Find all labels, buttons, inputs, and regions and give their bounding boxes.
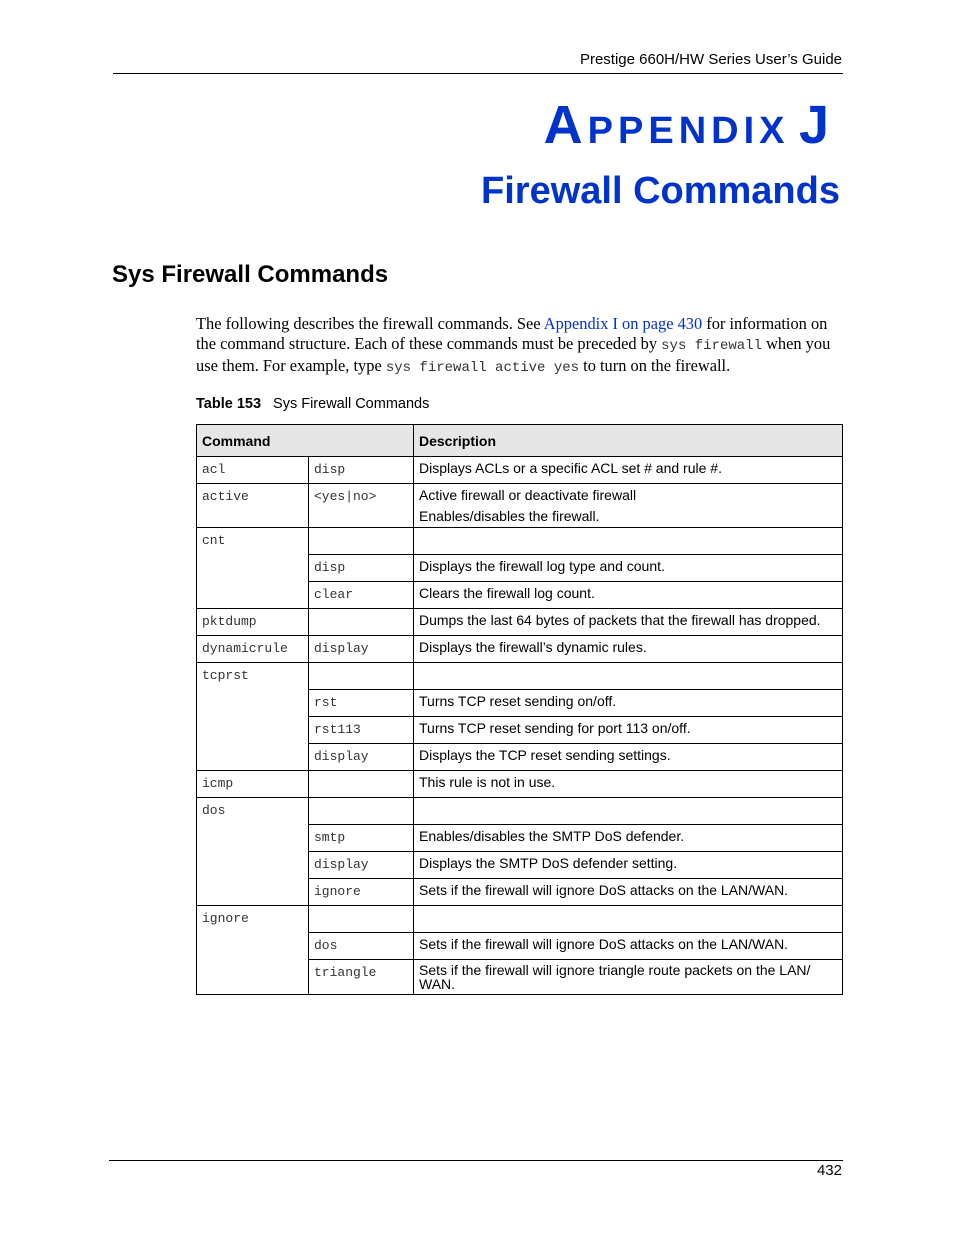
intro-text: The following describes the firewall commands. See bbox=[196, 314, 544, 333]
intro-text: when you use them. For example, type bbox=[196, 334, 831, 375]
subcommand-cell: ignore bbox=[309, 879, 414, 906]
description-cell: Enables/disables the SMTP DoS defender. bbox=[414, 825, 843, 852]
command-cell: pktdump bbox=[197, 609, 309, 636]
description-cell bbox=[414, 906, 843, 933]
description-cell: Turns TCP reset sending on/off. bbox=[414, 690, 843, 717]
subcommand-cell: disp bbox=[309, 555, 414, 582]
description-cell: Turns TCP reset sending for port 113 on/off. bbox=[414, 717, 843, 744]
command-cell: ignore bbox=[197, 906, 309, 995]
command-cell: cnt bbox=[197, 528, 309, 609]
table-row bbox=[197, 528, 843, 555]
description-line: Sets if the firewall will ignore triangle route packets on the LAN/ bbox=[419, 962, 811, 978]
description-cell bbox=[414, 798, 843, 825]
description-cell: This rule is not in use. bbox=[414, 771, 843, 798]
description-cell bbox=[414, 528, 843, 555]
table-row bbox=[197, 771, 843, 798]
table-caption-text: Sys Firewall Commands bbox=[273, 396, 430, 412]
subcommand-cell: display bbox=[309, 852, 414, 879]
footer-rule bbox=[109, 1160, 843, 1161]
table-number: Table 153 bbox=[196, 396, 262, 412]
subcommand-cell: triangle bbox=[309, 960, 414, 995]
subcommand-cell: dos bbox=[309, 933, 414, 960]
command-cell: active bbox=[197, 484, 309, 528]
table-row bbox=[197, 663, 843, 690]
section-title: Sys Firewall Commands bbox=[112, 261, 389, 288]
subcommand-cell: <yes|no> bbox=[309, 484, 414, 528]
description-cell: Sets if the firewall will ignore DoS attacks on the LAN/WAN. bbox=[414, 879, 843, 906]
subcommand-cell bbox=[309, 528, 414, 555]
description-line: Enables/disables the firewall. bbox=[419, 508, 600, 524]
code-example-command: sys firewall active yes bbox=[385, 360, 580, 376]
description-cell: Displays the SMTP DoS defender setting. bbox=[414, 852, 843, 879]
header-rule bbox=[113, 73, 843, 74]
table-row bbox=[197, 906, 843, 933]
description-cell bbox=[414, 960, 843, 995]
appendix-heading bbox=[543, 95, 834, 155]
description-cell bbox=[414, 484, 843, 528]
appendix-initial: A bbox=[543, 95, 588, 155]
page-number: 432 bbox=[816, 1162, 842, 1179]
description-cell bbox=[414, 663, 843, 690]
subcommand-cell bbox=[309, 663, 414, 690]
table-row bbox=[197, 484, 843, 528]
description-cell: Displays the firewall’s dynamic rules. bbox=[414, 636, 843, 663]
description-cell: Displays the firewall log type and count. bbox=[414, 555, 843, 582]
subcommand-cell bbox=[309, 798, 414, 825]
guide-title: Prestige 660H/HW Series User’s Guide bbox=[579, 51, 842, 68]
appendix-letter: J bbox=[798, 95, 834, 155]
subcommand-cell bbox=[309, 771, 414, 798]
chapter-title: Firewall Commands bbox=[481, 170, 840, 212]
appendix-word: PPENDIX bbox=[587, 110, 790, 152]
table-row bbox=[197, 457, 843, 484]
intro-text: for information on the command structure. Each of these commands must be preceded by bbox=[196, 314, 828, 353]
table-header-row bbox=[197, 425, 843, 457]
header-description: Description bbox=[414, 425, 843, 457]
subcommand-cell: clear bbox=[309, 582, 414, 609]
appendix-link[interactable]: Appendix I on page 430 bbox=[543, 314, 703, 333]
table-row bbox=[197, 798, 843, 825]
intro-text: to turn on the firewall. bbox=[579, 356, 731, 375]
command-cell: acl bbox=[197, 457, 309, 484]
description-cell: Displays the TCP reset sending settings. bbox=[414, 744, 843, 771]
subcommand-cell bbox=[309, 609, 414, 636]
subcommand-cell: display bbox=[309, 744, 414, 771]
subcommand-cell: smtp bbox=[309, 825, 414, 852]
command-cell: icmp bbox=[197, 771, 309, 798]
command-cell: dynamicrule bbox=[197, 636, 309, 663]
subcommand-cell: display bbox=[309, 636, 414, 663]
table-row bbox=[197, 609, 843, 636]
command-cell: tcprst bbox=[197, 663, 309, 771]
subcommand-cell bbox=[309, 906, 414, 933]
subcommand-cell: rst113 bbox=[309, 717, 414, 744]
description-cell: Dumps the last 64 bytes of packets that the firewall has dropped. bbox=[414, 609, 843, 636]
subcommand-cell: rst bbox=[309, 690, 414, 717]
intro-paragraph bbox=[196, 314, 846, 378]
command-cell: dos bbox=[197, 798, 309, 906]
description-line: WAN. bbox=[419, 976, 456, 992]
description-cell: Displays ACLs or a specific ACL set # and rule #. bbox=[414, 457, 843, 484]
command-table bbox=[196, 424, 843, 995]
description-cell: Sets if the firewall will ignore DoS attacks on the LAN/WAN. bbox=[414, 933, 843, 960]
table-caption bbox=[196, 396, 429, 412]
subcommand-cell: disp bbox=[309, 457, 414, 484]
header-command: Command bbox=[197, 425, 414, 457]
table-row bbox=[197, 636, 843, 663]
description-cell: Clears the firewall log count. bbox=[414, 582, 843, 609]
code-sys-firewall: sys firewall bbox=[661, 338, 762, 354]
description-line: Active firewall or deactivate firewall bbox=[419, 487, 637, 503]
